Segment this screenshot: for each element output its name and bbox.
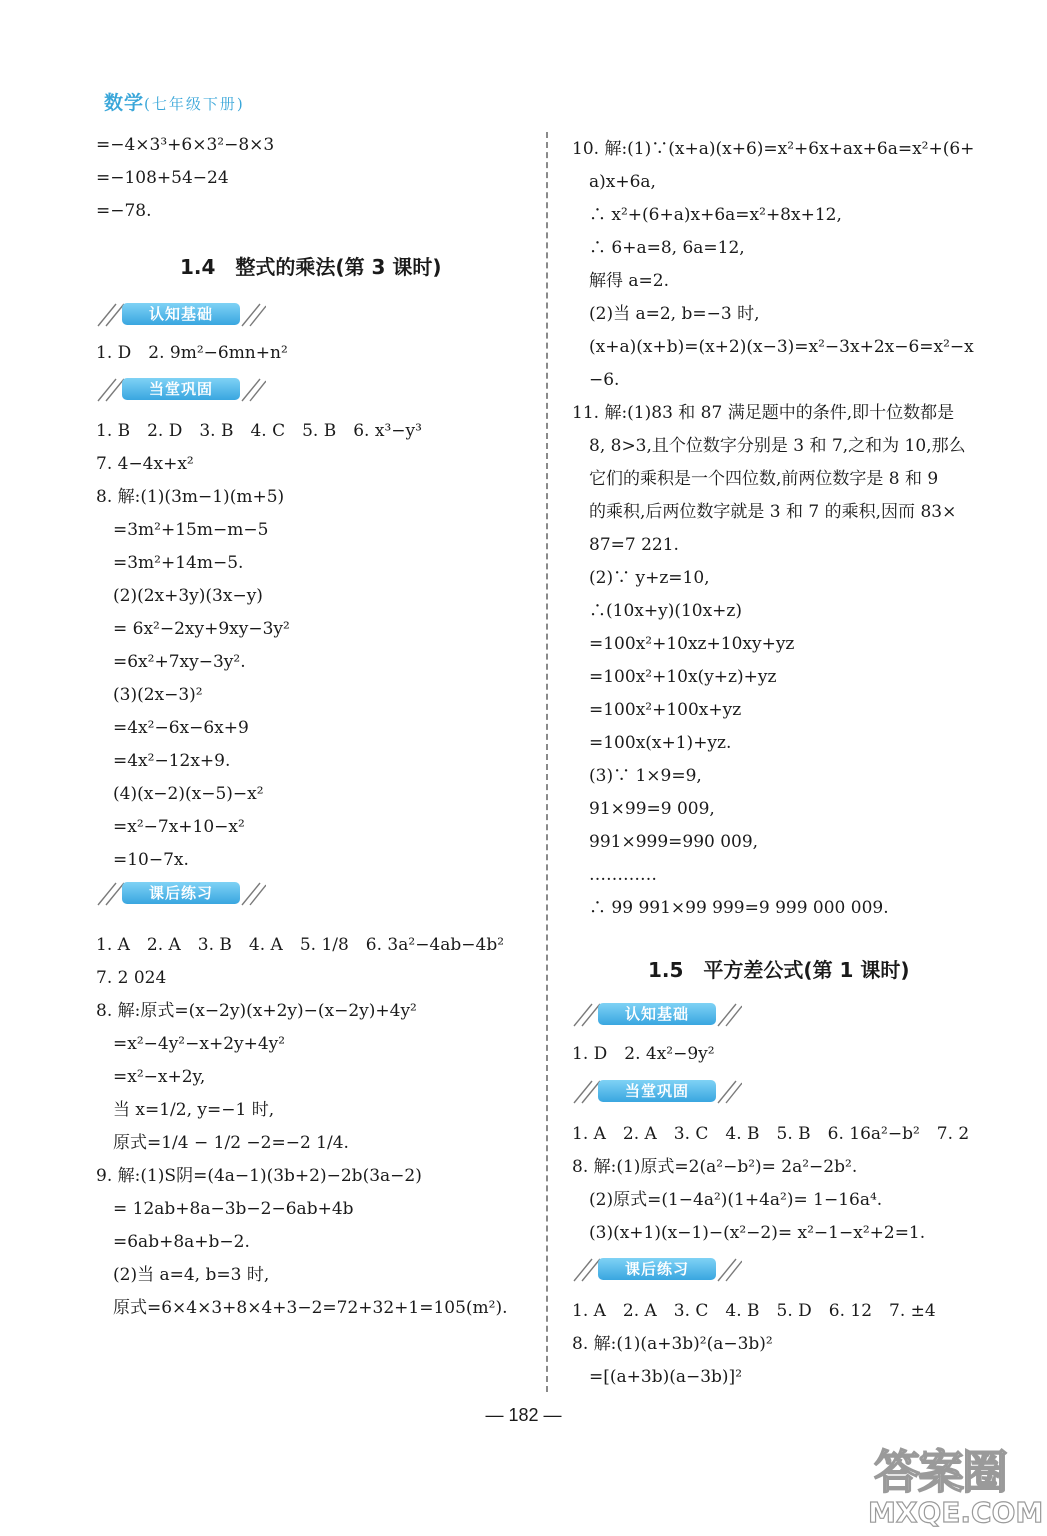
left-b3-line: 1. A 2. A 3. B 4. A 5. 1/8 6. 3a²−4ab−4b² bbox=[96, 935, 505, 955]
right-b1-line: 87=7 221. bbox=[572, 535, 679, 555]
right-b1-line: 解得 a=2. bbox=[572, 271, 670, 291]
right-b1-line: 它们的乘积是一个四位数,前两位数字是 8 和 9 bbox=[572, 469, 939, 489]
badge-renzhi-label: 认知基础 bbox=[122, 303, 240, 325]
left-b2-line: =3m²+14m−5. bbox=[96, 553, 244, 573]
badge-kehou-label: 课后练习 bbox=[122, 882, 240, 904]
left-b2-line: 8. 解:(1)(3m−1)(m+5) bbox=[96, 487, 285, 507]
left-top-line: =−108+54−24 bbox=[96, 168, 229, 188]
page-number: — 182 — bbox=[485, 1405, 562, 1425]
right-b3-line: (3)(x+1)(x−1)−(x²−2)= x²−1−x²+2=1. bbox=[572, 1223, 926, 1243]
right-b1-line: =100x²+10x(y+z)+yz bbox=[572, 667, 777, 687]
badge-dangtang bbox=[96, 375, 271, 403]
right-b2-line: 1. D 2. 4x²−9y² bbox=[572, 1044, 715, 1064]
left-b2-line: =4x²−12x+9. bbox=[96, 751, 231, 771]
left-b2-line: =6x²+7xy−3y². bbox=[96, 652, 246, 672]
section-title: 1.5 平方差公式(第 1 课时) bbox=[648, 958, 910, 982]
right-b1-line: (3)∵ 1×9=9, bbox=[572, 766, 702, 786]
left-b3-line: = 12ab+8a−3b−2−6ab+4b bbox=[96, 1199, 354, 1219]
left-b2-line: (2)(2x+3y)(3x−y) bbox=[96, 586, 263, 606]
watermark-logo bbox=[860, 1436, 1044, 1529]
badge-dangtang-r-label: 当堂巩固 bbox=[598, 1080, 716, 1102]
left-b2-line: 7. 4−4x+x² bbox=[96, 454, 194, 474]
page-header bbox=[104, 88, 245, 115]
left-b3-line: (2)当 a=4, b=3 时, bbox=[96, 1265, 270, 1285]
right-b3-line: 1. A 2. A 3. C 4. B 5. B 6. 16a²−b² 7. 2 bbox=[572, 1124, 970, 1144]
watermark-url: MXQE.COM bbox=[868, 1496, 1044, 1529]
left-top-line: =−4×3³+6×3²−8×3 bbox=[96, 135, 275, 155]
right-b1-line: 91×99=9 009, bbox=[572, 799, 715, 819]
right-b3-line: (2)原式=(1−4a²)(1+4a²)= 1−16a⁴. bbox=[572, 1190, 883, 1210]
left-b2-line: =10−7x. bbox=[96, 850, 189, 870]
right-b1-line: =100x²+100x+yz bbox=[572, 700, 742, 720]
left-b3-line: =6ab+8a+b−2. bbox=[96, 1232, 250, 1252]
left-top-line: =−78. bbox=[96, 201, 152, 221]
left-b3-line: 原式=6×4×3+8×4+3−2=72+32+1=105(m²). bbox=[96, 1298, 508, 1318]
right-b1-line: ∴(10x+y)(10x+z) bbox=[572, 601, 743, 621]
right-b1-line: −6. bbox=[572, 370, 620, 390]
left-b2-line: =3m²+15m−m−5 bbox=[96, 520, 269, 540]
left-b2-line: =x²−7x+10−x² bbox=[96, 817, 245, 837]
left-b3-line: 当 x=1/2, y=−1 时, bbox=[96, 1100, 275, 1120]
right-b1-line: ∴ 99 991×99 999=9 999 000 009. bbox=[572, 898, 889, 918]
right-b4-line: =[(a+3b)(a−3b)]² bbox=[572, 1367, 743, 1387]
watermark-text: 答案圈 bbox=[874, 1445, 1006, 1499]
column-divider bbox=[546, 132, 548, 1392]
header-title: 数学 bbox=[104, 92, 145, 114]
right-b1-line: ∴ 6+a=8, 6a=12, bbox=[572, 238, 745, 258]
badge-dangtang-r bbox=[572, 1077, 747, 1105]
header-subtitle: (七年级下册) bbox=[144, 95, 245, 113]
left-b2-line: (3)(2x−3)² bbox=[96, 685, 203, 705]
badge-renzhi bbox=[96, 300, 271, 328]
right-b1-line: 8, 8>3,且个位数字分别是 3 和 7,之和为 10,那么 bbox=[572, 436, 966, 456]
left-b3-line: =x²−x+2y, bbox=[96, 1067, 206, 1087]
right-b1-line: 11. 解:(1)83 和 87 满足题中的条件,即十位数都是 bbox=[572, 403, 955, 423]
right-b4-line: 1. A 2. A 3. C 4. B 5. D 6. 12 7. ±4 bbox=[572, 1301, 936, 1321]
badge-dangtang-label: 当堂巩固 bbox=[122, 378, 240, 400]
left-b2-line: 1. B 2. D 3. B 4. C 5. B 6. x³−y³ bbox=[96, 421, 422, 441]
right-b3-line: 8. 解:(1)原式=2(a²−b²)= 2a²−2b². bbox=[572, 1157, 858, 1177]
badge-kehou bbox=[96, 879, 271, 907]
right-b4-line: 8. 解:(1)(a+3b)²(a−3b)² bbox=[572, 1334, 773, 1354]
right-b1-line: =100x²+10xz+10xy+yz bbox=[572, 634, 795, 654]
left-b2-line: = 6x²−2xy+9xy−3y² bbox=[96, 619, 290, 639]
left-b3-line: 9. 解:(1)S阴=(4a−1)(3b+2)−2b(3a−2) bbox=[96, 1166, 422, 1186]
left-b3-line: =x²−4y²−x+2y+4y² bbox=[96, 1034, 286, 1054]
right-b1-line: 的乘积,后两位数字就是 3 和 7 的乘积,因而 83× bbox=[572, 502, 957, 522]
left-b3-line: 原式=1/4 − 1/2 −2=−2 1/4. bbox=[96, 1133, 349, 1153]
left-b3-line: 8. 解:原式=(x−2y)(x+2y)−(x−2y)+4y² bbox=[96, 1001, 417, 1021]
left-b3-line: 7. 2 024 bbox=[96, 968, 167, 988]
badge-renzhi-r bbox=[572, 1000, 747, 1028]
section-title: 1.4 整式的乘法(第 3 课时) bbox=[180, 255, 442, 279]
badge-kehou-r bbox=[572, 1255, 747, 1283]
right-b1-line: a)x+6a, bbox=[572, 172, 656, 192]
right-b1-line: 991×999=990 009, bbox=[572, 832, 759, 852]
right-b1-line: (2)∵ y+z=10, bbox=[572, 568, 710, 588]
right-b1-line: =100x(x+1)+yz. bbox=[572, 733, 732, 753]
left-b2-line: =4x²−6x−6x+9 bbox=[96, 718, 249, 738]
badge-renzhi-r-label: 认知基础 bbox=[598, 1003, 716, 1025]
right-b1-line: (2)当 a=2, b=−3 时, bbox=[572, 304, 760, 324]
right-b1-line: ………… bbox=[572, 865, 657, 885]
right-b1-line: (x+a)(x+b)=(x+2)(x−3)=x²−3x+2x−6=x²−x bbox=[572, 337, 974, 357]
left-b2-line: (4)(x−2)(x−5)−x² bbox=[96, 784, 264, 804]
right-b1-line: ∴ x²+(6+a)x+6a=x²+8x+12, bbox=[572, 205, 842, 225]
left-b1-line: 1. D 2. 9m²−6mn+n² bbox=[96, 343, 288, 363]
right-b1-line: 10. 解:(1)∵(x+a)(x+6)=x²+6x+ax+6a=x²+(6+ bbox=[572, 139, 975, 159]
badge-kehou-r-label: 课后练习 bbox=[598, 1258, 716, 1280]
